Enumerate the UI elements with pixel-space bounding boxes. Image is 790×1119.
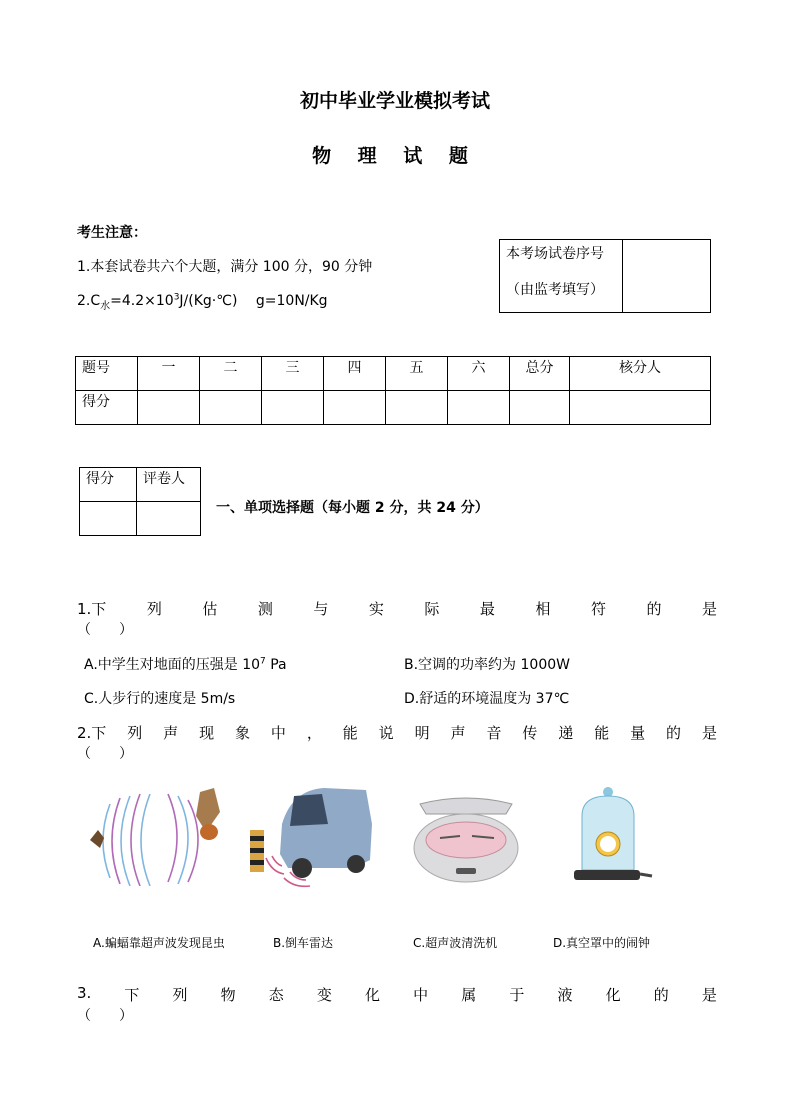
q1-char: 相	[535, 600, 551, 618]
score-table-score-row	[76, 391, 711, 425]
q1-char: 1.下	[77, 600, 107, 618]
q2-char: 象	[234, 724, 250, 742]
score-row-label: 得分	[76, 391, 138, 425]
q1-char: 最	[479, 600, 495, 618]
grader-score-label: 得分	[80, 468, 137, 502]
q3-char: 化	[605, 986, 621, 1004]
q2-char: 现	[199, 724, 215, 742]
q2-caption-c: C.超声波清洗机	[413, 936, 498, 950]
q3-char: 物	[220, 986, 236, 1004]
q3-answer-paren: （ ）	[77, 1008, 133, 1024]
notes-line-2-sup: 3	[173, 292, 180, 303]
q2-char: 明	[414, 724, 430, 742]
q2-char: 能	[342, 724, 358, 742]
score-cell[interactable]	[138, 391, 200, 425]
q2-char: 2.下	[77, 724, 107, 742]
score-table-header-row	[76, 357, 711, 391]
q2-char: 声	[163, 724, 179, 742]
score-header-cell: 三	[262, 357, 324, 391]
q3-stem	[77, 984, 717, 1005]
score-header-cell: 题号	[76, 357, 138, 391]
score-cell[interactable]	[510, 391, 570, 425]
q3-char: 变	[316, 986, 332, 1004]
q2-char: 说	[378, 724, 394, 742]
q2-char: ，	[306, 724, 322, 742]
q1-option-a-sup: 7	[260, 656, 266, 667]
notes-line-2-prefix: 2.C	[77, 293, 101, 309]
q1-option-c[interactable]: C.人步行的速度是 5m/s	[84, 691, 236, 707]
score-header-cell: 总分	[510, 357, 570, 391]
q1-option-a[interactable]	[84, 654, 287, 674]
q2-char: 递	[558, 724, 574, 742]
seat-number-field[interactable]	[622, 240, 711, 313]
q2-char: 列	[127, 724, 143, 742]
score-header-cell: 六	[448, 357, 510, 391]
q1-char: 与	[313, 600, 329, 618]
score-header-cell: 二	[200, 357, 262, 391]
notes-line-2	[77, 290, 328, 312]
q3-char: 态	[268, 986, 284, 1004]
q1-char: 的	[646, 600, 662, 618]
q2-char: 音	[486, 724, 502, 742]
score-header-cell: 一	[138, 357, 200, 391]
score-header-cell: 四	[324, 357, 386, 391]
q3-char: 液	[557, 986, 573, 1004]
q2-char: 量	[630, 724, 646, 742]
exam-title: 初中毕业学业模拟考试	[299, 90, 490, 112]
seat-number-box	[499, 239, 711, 313]
q2-caption-d: D.真空罩中的闹钟	[553, 936, 651, 950]
score-header-cell: 核分人	[570, 357, 711, 391]
q3-char: 的	[653, 986, 669, 1004]
q1-char: 测	[257, 600, 273, 618]
q2-caption-b: B.倒车雷达	[273, 936, 334, 950]
seat-label-2: （由监考填写）	[500, 276, 623, 313]
q2-char: 是	[701, 724, 717, 742]
section-1-heading: 一、单项选择题（每小题 2 分，共 24 分）	[216, 500, 489, 516]
q1-option-b[interactable]: B.空调的功率约为 1000W	[404, 657, 570, 673]
grader-score-field[interactable]	[80, 502, 137, 536]
q1-char: 际	[424, 600, 440, 618]
q2-char: 传	[522, 724, 538, 742]
notes-line-2-suffix: J/(Kg·℃) g=10N/Kg	[179, 293, 328, 309]
q1-char: 是	[701, 600, 717, 618]
q2-char: 的	[666, 724, 682, 742]
q1-stem	[77, 598, 717, 619]
exam-subtitle: 物 理 试 题	[312, 145, 478, 167]
notes-line-1: 1.本套试卷共六个大题，满分 100 分，90 分钟	[77, 259, 373, 275]
q2-stem	[77, 722, 717, 743]
q2-char: 声	[450, 724, 466, 742]
q3-char: 属	[461, 986, 477, 1004]
q2-caption-a: A.蝙蝠靠超声波发现昆虫	[93, 936, 225, 950]
score-cell[interactable]	[200, 391, 262, 425]
q3-char: 下	[124, 986, 140, 1004]
q2-answer-paren: （ ）	[77, 746, 133, 762]
vacuum-jar-clock-image	[572, 786, 654, 890]
q3-char: 列	[172, 986, 188, 1004]
q2-char: 能	[594, 724, 610, 742]
notes-line-2-sub: 水	[100, 300, 111, 312]
q3-char: 于	[509, 986, 525, 1004]
q1-option-d[interactable]: D.舒适的环境温度为 37℃	[404, 691, 570, 707]
q1-char: 符	[590, 600, 606, 618]
score-table	[75, 356, 711, 425]
score-cell[interactable]	[386, 391, 448, 425]
seat-label-1: 本考场试卷序号	[500, 240, 623, 277]
q1-char: 估	[202, 600, 218, 618]
notes-line-2-mid: =4.2×10	[110, 293, 174, 309]
grader-name-field[interactable]	[137, 502, 201, 536]
ultrasonic-cleaner-image	[410, 796, 522, 888]
score-header-cell: 五	[386, 357, 448, 391]
score-cell[interactable]	[324, 391, 386, 425]
q3-char: 3.	[77, 984, 92, 1002]
notes-heading: 考生注意：	[77, 225, 147, 241]
grader-box	[79, 467, 201, 536]
car-radar-image	[244, 784, 374, 888]
q3-char: 化	[365, 986, 381, 1004]
q3-char: 中	[413, 986, 429, 1004]
bat-ultrasound-image	[88, 786, 228, 886]
q1-option-a-text: A.中学生对地面的压强是 10	[84, 657, 261, 673]
score-cell[interactable]	[262, 391, 324, 425]
grader-name-label: 评卷人	[137, 468, 201, 502]
q1-option-a-tail: Pa	[265, 657, 287, 673]
q1-char: 列	[146, 600, 162, 618]
score-cell[interactable]	[570, 391, 711, 425]
q1-char: 实	[368, 600, 384, 618]
q2-char: 中	[270, 724, 286, 742]
score-cell[interactable]	[448, 391, 510, 425]
q1-answer-paren: （ ）	[77, 622, 133, 638]
q3-char: 是	[701, 986, 717, 1004]
